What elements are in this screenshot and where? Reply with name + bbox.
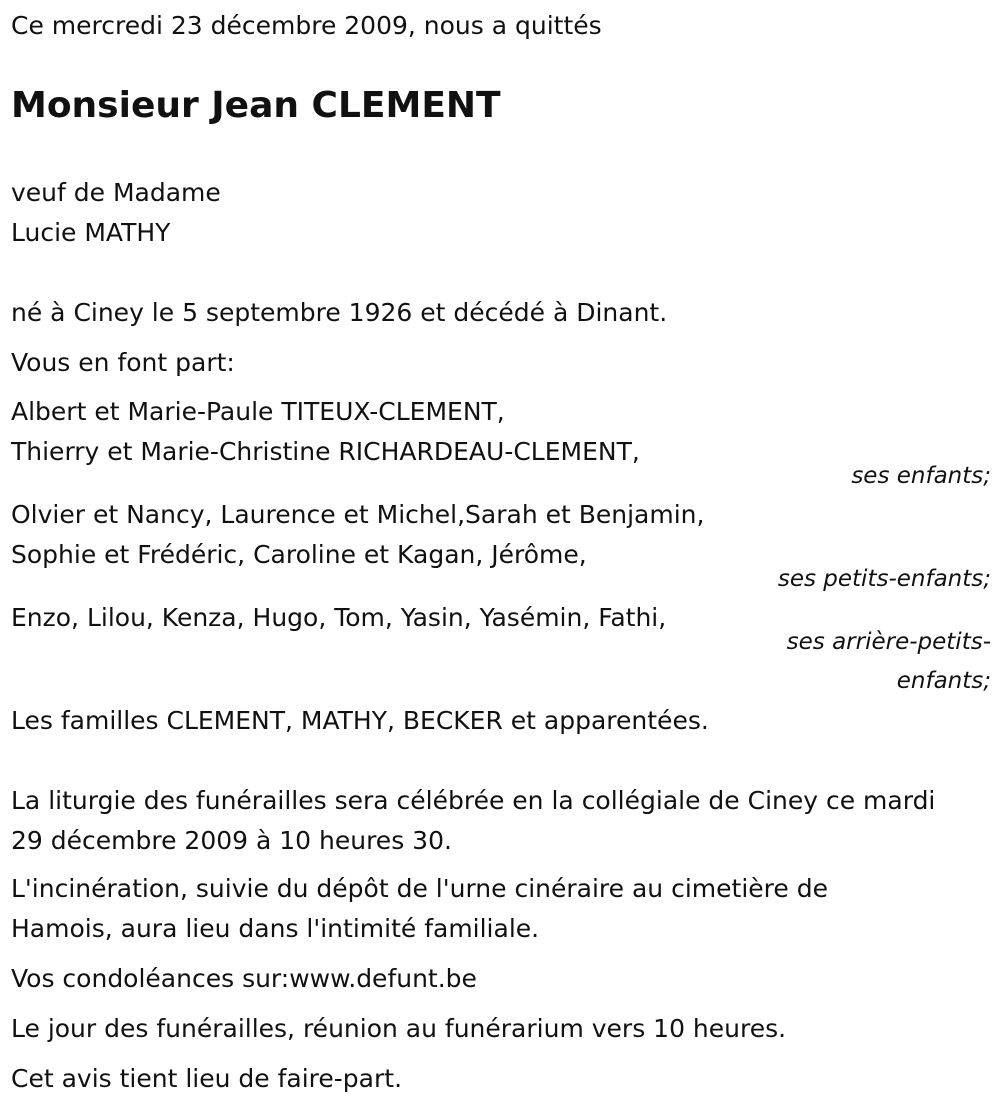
great-grandchildren-role: ses arrière-petits-enfants; <box>786 629 991 694</box>
birth-death-line: né à Ciney le 5 septembre 1926 et décédé à Dinant. <box>11 298 668 327</box>
cremation-line-2: Hamois, aura lieu dans l'intimité familiale. <box>11 914 540 943</box>
closing-line: Cet avis tient lieu de faire-part. <box>11 1064 403 1093</box>
deceased-name: Monsieur Jean CLEMENT <box>11 85 501 126</box>
children-role: ses enfants; <box>851 463 991 489</box>
spouse-line-2: Lucie MATHY <box>11 218 171 247</box>
grandchildren-role: ses petits-enfants; <box>777 566 991 592</box>
gathering-line: Le jour des funérailles, réunion au funérarium vers 10 heures. <box>11 1014 787 1043</box>
children-line-2: Thierry et Marie-Christine RICHARDEAU-CLEMENT, <box>11 437 640 466</box>
children-line-1: Albert et Marie-Paule TITEUX-CLEMENT, <box>11 397 505 426</box>
grandchildren-line-2: Sophie et Frédéric, Caroline et Kagan, Jérôme, <box>11 540 587 569</box>
condolences-line: Vos condoléances sur:www.defunt.be <box>11 964 477 993</box>
families-line: Les familles CLEMENT, MATHY, BECKER et apparentées. <box>11 706 709 735</box>
liturgy-line-2: 29 décembre 2009 à 10 heures 30. <box>11 826 452 855</box>
cremation-line-1: L'incinération, suivie du dépôt de l'urne cinéraire au cimetière de <box>11 874 828 903</box>
liturgy-line-1: La liturgie des funérailles sera célébrée en la collégiale de Ciney ce mardi <box>11 786 936 815</box>
spouse-line-1: veuf de Madame <box>11 178 221 207</box>
great-grandchildren-line: Enzo, Lilou, Kenza, Hugo, Tom, Yasin, Yasémin, Fathi, <box>11 603 667 632</box>
announce-line: Vous en font part: <box>11 348 235 377</box>
grandchildren-line-1: Olvier et Nancy, Laurence et Michel,Sarah et Benjamin, <box>11 500 705 529</box>
intro-line: Ce mercredi 23 décembre 2009, nous a quittés <box>11 11 602 40</box>
